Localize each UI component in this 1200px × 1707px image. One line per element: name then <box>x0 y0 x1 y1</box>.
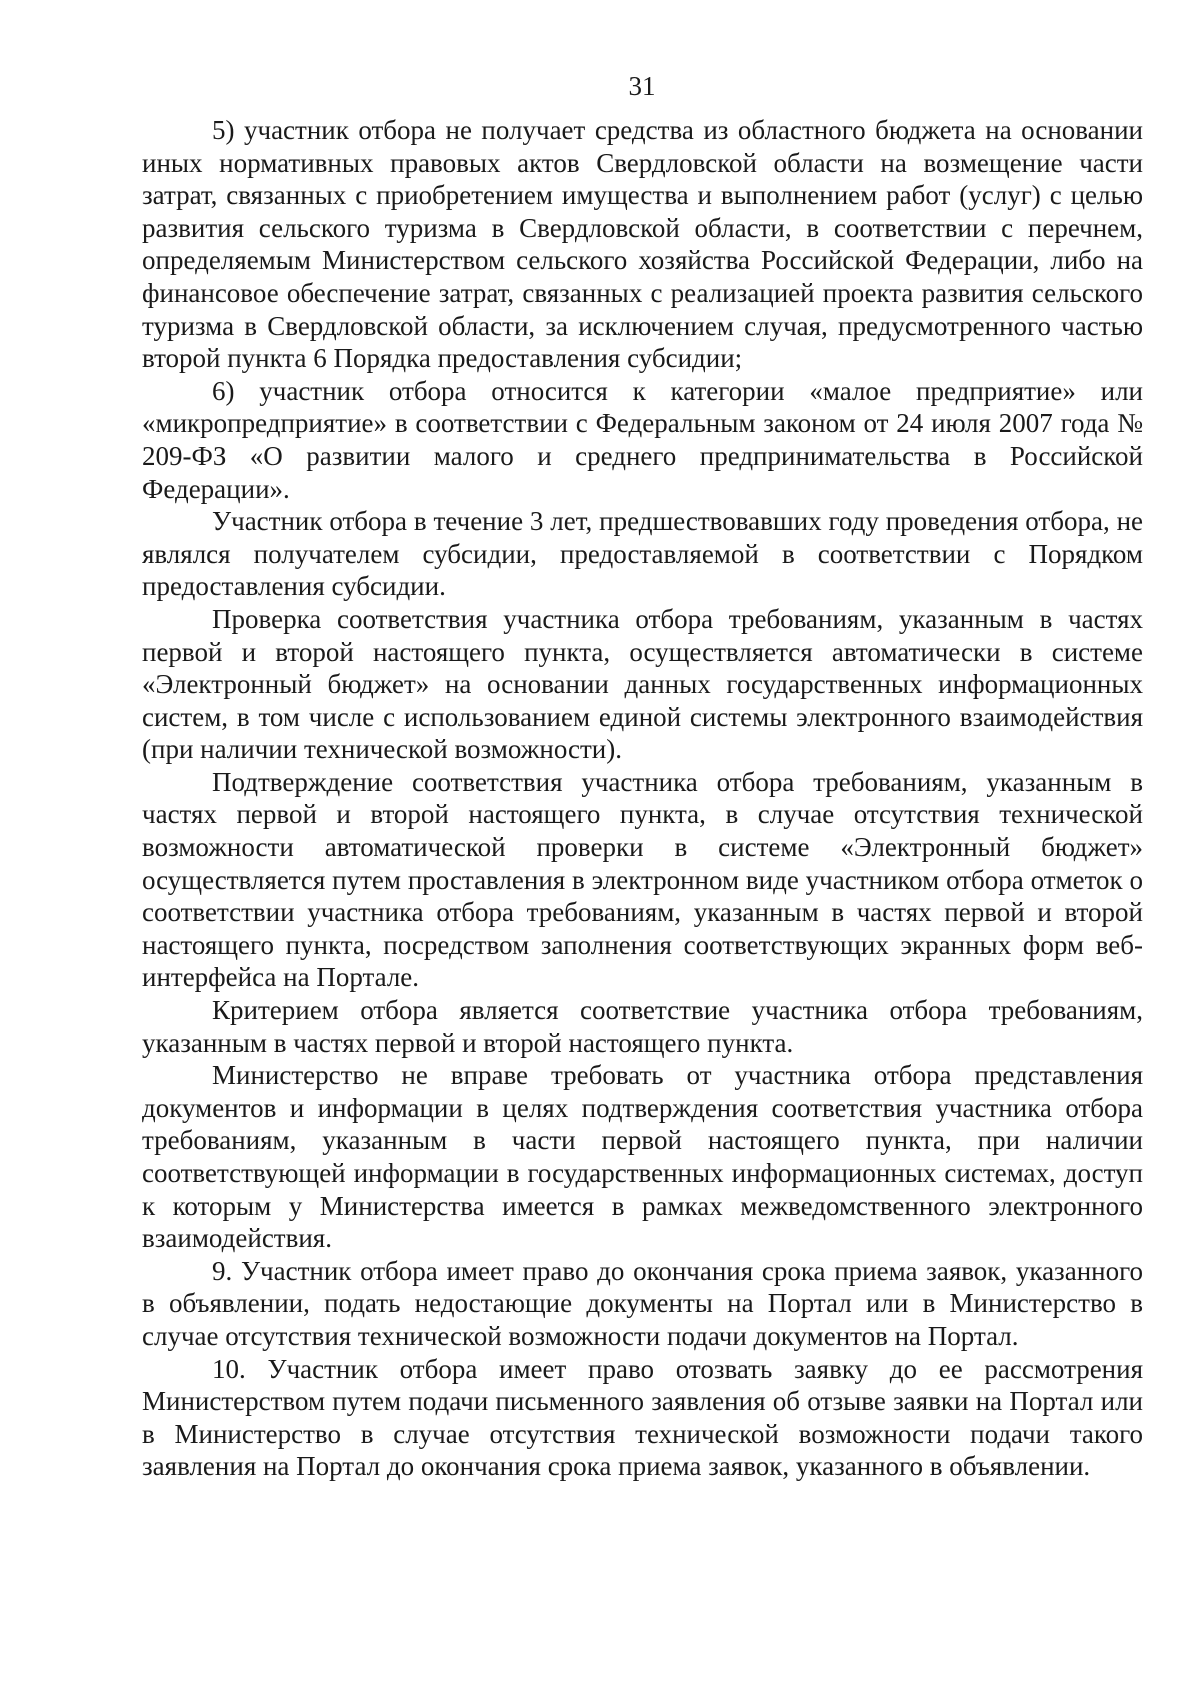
paragraph-item-5: 5) участник отбора не получает средства из областного бюджета на основании иных нормативных правовых актов Свердловской области на возмещение части затрат, связанных с приобретением имущества и выполнением работ (услуг) с целью развития сельского туризма в Свердловской области, в соответствии с перечнем, определяемым Министерством сельского хозяйства Российской Федерации, либо на финансовое обеспечение затрат, связанных с реализацией проекта развития сельского туризма в Свердловской области, за исключением случая, предусмотренного частью второй пункта 6 Порядка предоставления субсидии; <box>142 115 1143 374</box>
paragraph-three-years-condition: Участник отбора в течение 3 лет, предшествовавших году проведения отбора, не являлся получателем субсидии, предоставляемой в соответствии с Порядком предоставления субсидии. <box>142 506 1143 602</box>
paragraph-automatic-check: Проверка соответствия участника отбора требованиям, указанным в частях первой и второй настоящего пункта, осуществляется автоматически в системе «Электронный бюджет» на основании данных государственных информационных систем, в том числе с использованием единой системы электронного взаимодействия (при наличии технической возможности). <box>142 603 1143 765</box>
paragraph-clause-9: 9. Участник отбора имеет право до окончания срока приема заявок, указанного в объявлении, подать недостающие документы на Портал или в Министерство в случае отсутствия технической возможности подачи документов на Портал. <box>142 1255 1143 1351</box>
paragraph-item-6: 6) участник отбора относится к категории «малое предприятие» или «микропредприятие» в соответствии с Федеральным законом от 24 июля 2007 года № 209-ФЗ «О развитии малого и среднего предпринимательства в Российской Федерации». <box>142 375 1143 504</box>
paragraph-clause-10: 10. Участник отбора имеет право отозвать заявку до ее рассмотрения Министерством путем подачи письменного заявления об отзыве заявки на Портал или в Министерство в случае отсутствия технической возможности подачи такого заявления на Портал до окончания срока приема заявок, указанного в объявлении. <box>142 1353 1143 1482</box>
paragraph-selection-criterion: Критерием отбора является соответствие участника отбора требованиям, указанным в частях первой и второй настоящего пункта. <box>142 995 1143 1058</box>
page-number: 31 <box>628 71 656 101</box>
document-body <box>142 114 1143 1483</box>
paragraph-manual-confirmation: Подтверждение соответствия участника отбора требованиям, указанным в частях первой и второй настоящего пункта, в случае отсутствия технической возможности автоматической проверки в системе «Электронный бюджет» осуществляется путем проставления в электронном виде участником отбора отметок о соответствии участника отбора требованиям, указанным в частях первой и второй настоящего пункта, посредством заполнения соответствующих экранных форм веб-интерфейса на Портале. <box>142 766 1143 993</box>
paragraph-ministry-restriction: Министерство не вправе требовать от участника отбора представления документов и информации в целях подтверждения соответствия участника отбора требованиям, указанным в части первой настоящего пункта, при наличии соответствующей информации в государственных информационных системах, доступ к которым у Министерства имеется в рамках межведомственного электронного взаимодействия. <box>142 1060 1143 1254</box>
